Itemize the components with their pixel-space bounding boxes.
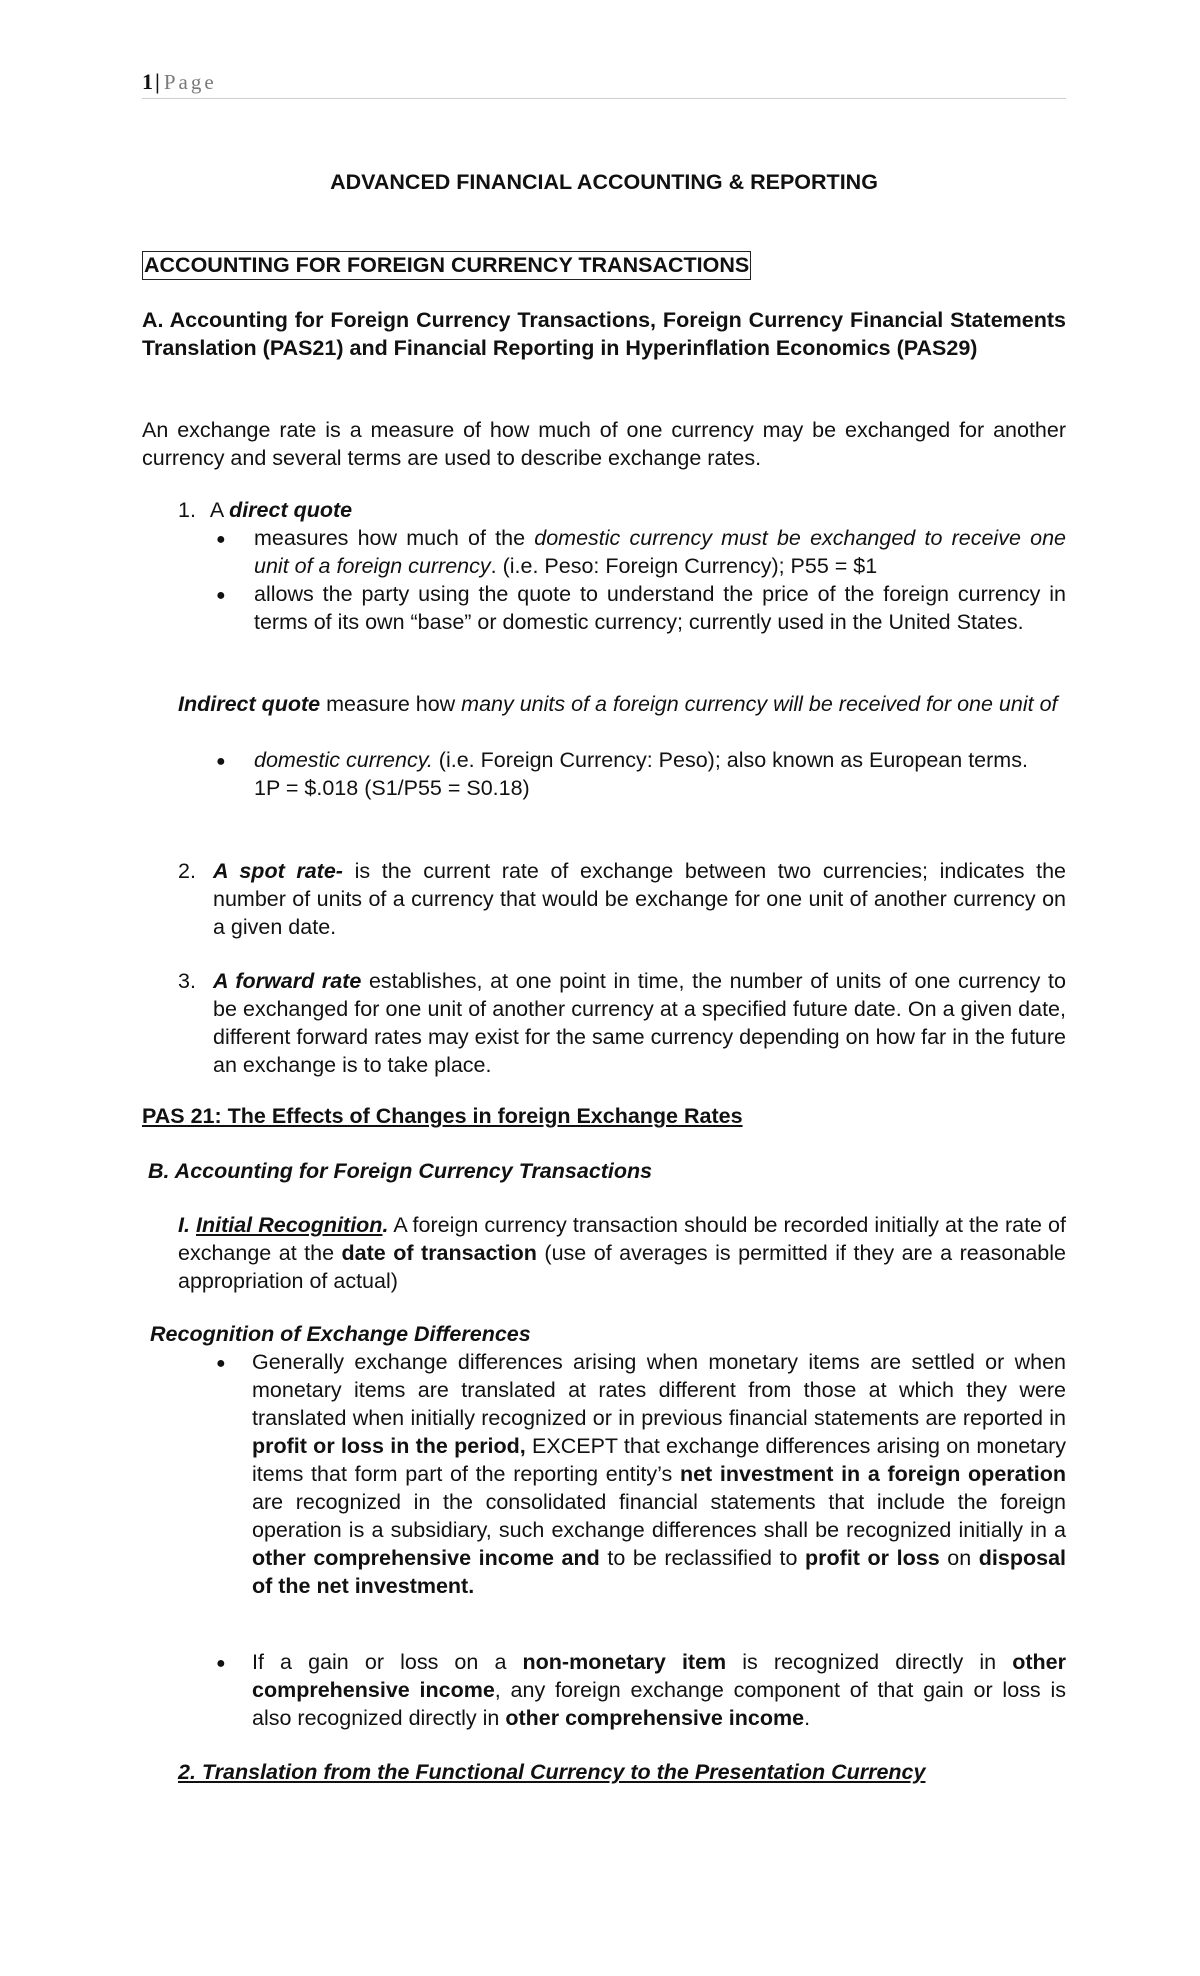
direct-quote-bullet-2: allows the party using the quote to understand the price of the foreign currency in terms of its own “base” or domestic currency; currently used in the United States.	[254, 582, 1066, 634]
roman-numeral: I.	[178, 1213, 197, 1237]
indirect-quote-term: Indirect quote	[178, 692, 321, 716]
bullet-text: to be reclassified to	[599, 1546, 806, 1570]
bold-phrase: profit or loss in the period,	[252, 1434, 526, 1458]
page-header	[142, 68, 217, 96]
bullet-icon: ●	[216, 587, 226, 604]
recognition-heading: Recognition of Exchange Differences	[150, 1322, 531, 1346]
bullet-text: If a gain or loss on a	[252, 1650, 523, 1674]
initial-recognition-paragraph	[178, 1211, 1066, 1295]
direct-quote-term: direct quote	[229, 498, 353, 522]
bullet-text: (i.e. Foreign Currency: Peso); also known as European terms.	[432, 748, 1028, 772]
section-a-heading: A. Accounting for Foreign Currency Transactions, Foreign Currency Financial Statements Translation (PAS21) and Financial Reporting in Hyperinflation Economics (PAS29)	[142, 308, 1066, 360]
spot-rate-text: is the current rate of exchange between two currencies; indicates the number of units of a currency that would be exchange for one unit of another currency on a given date.	[213, 859, 1066, 939]
bullet-text-post: . (i.e. Peso: Foreign Currency); P55 = $1	[490, 554, 878, 578]
item-3-number: 3.	[178, 969, 196, 993]
item-1-number: 1.	[178, 498, 196, 522]
page-label: Page	[163, 70, 217, 94]
bullet-italic: domestic currency.	[254, 748, 433, 772]
bullet-text: measures how much of the	[254, 526, 535, 550]
exchange-differences-bullet	[252, 1348, 1066, 1600]
indirect-quote-paragraph	[178, 690, 1066, 718]
bold-phrase: other comprehensive income	[252, 1650, 1066, 1702]
bold-phrase: other comprehensive income and	[252, 1546, 600, 1570]
bold-phrase: other comprehensive income	[505, 1706, 805, 1730]
forward-rate-term: A forward rate	[213, 969, 362, 993]
document-title: ADVANCED FINANCIAL ACCOUNTING & REPORTING	[330, 170, 878, 194]
bold-phrase: non-monetary item	[522, 1650, 727, 1674]
intro-paragraph: An exchange rate is a measure of how much of one currency may be exchanged for another currency and several terms are used to describe exchange rates.	[142, 418, 1066, 470]
bullet-italic: domestic currency must be exchanged to receive one unit of a foreign currency	[254, 526, 1066, 578]
initial-recognition-term: Initial Recognition	[196, 1213, 383, 1237]
forward-rate-text: establishes, at one point in time, the number of units of one currency to be exchanged for one unit of another currency at a specified future date. On a given date, different forward rates may exist for the same currency depending on how far in the future an exchange is to take place.	[213, 969, 1066, 1077]
indirect-italic: many units of a foreign currency will be received for one unit of	[461, 692, 1058, 716]
item-2-number: 2.	[178, 859, 196, 883]
page-number: 1	[142, 69, 153, 94]
translation-heading: 2. Translation from the Functional Currency to the Presentation Currency	[178, 1760, 926, 1784]
term-period: .	[382, 1213, 389, 1237]
bullet-text: EXCEPT that exchange differences arising on monetary items that form part of the reporting entity’s	[252, 1434, 1066, 1486]
bold-phrase: net investment in a foreign operation	[679, 1462, 1066, 1486]
direct-quote-bullet-1	[254, 524, 1066, 580]
spot-rate-term: A spot rate-	[213, 859, 343, 883]
boxed-heading: ACCOUNTING FOR FOREIGN CURRENCY TRANSACTIONS	[142, 251, 751, 280]
bold-phrase: profit or loss	[805, 1546, 940, 1570]
bullet-text: is recognized directly in	[726, 1650, 1013, 1674]
bullet-text: , any foreign exchange component of that gain or loss is also recognized directly in	[252, 1678, 1066, 1730]
pas21-heading: PAS 21: The Effects of Changes in foreign Exchange Rates	[142, 1104, 743, 1128]
bullet-text: on	[939, 1546, 979, 1570]
bullet-icon: ●	[216, 753, 226, 770]
bullet-text: Generally exchange differences arising when monetary items are settled or when monetary items are translated at rates different from those at which they were translated when initially recognized or in previous financial statements are reported in	[252, 1350, 1066, 1430]
section-b-heading: B. Accounting for Foreign Currency Transactions	[148, 1159, 653, 1183]
bullet-icon: ●	[216, 1355, 226, 1372]
initial-text: A foreign currency transaction should be recorded initially at the rate of exchange at the	[178, 1213, 1066, 1265]
non-monetary-bullet	[252, 1648, 1066, 1732]
bullet-icon: ●	[216, 531, 226, 548]
exchange-formula: 1P = $.018 (S1/P55 = S0.18)	[254, 776, 530, 800]
page-separator: |	[155, 69, 160, 94]
bold-phrase: disposal of the net investment.	[252, 1546, 1066, 1598]
item-1-lead: A	[209, 498, 230, 522]
bullet-text: .	[804, 1706, 811, 1730]
header-rule	[142, 98, 1066, 99]
bullet-icon: ●	[216, 1655, 226, 1672]
forward-rate-paragraph	[213, 967, 1066, 1079]
indirect-quote-bullet	[254, 746, 1066, 802]
item-1-heading	[178, 496, 352, 524]
indirect-text: measure how	[320, 692, 462, 716]
bullet-text: are recognized in the consolidated financial statements that include the foreign operation is a subsidiary, such exchange differences shall be recognized initially in a	[252, 1490, 1066, 1542]
initial-text-post: (use of averages is permitted if they are a reasonable appropriation of actual)	[178, 1241, 1066, 1293]
date-of-transaction: date of transaction	[341, 1241, 537, 1265]
spot-rate-paragraph	[213, 857, 1066, 941]
